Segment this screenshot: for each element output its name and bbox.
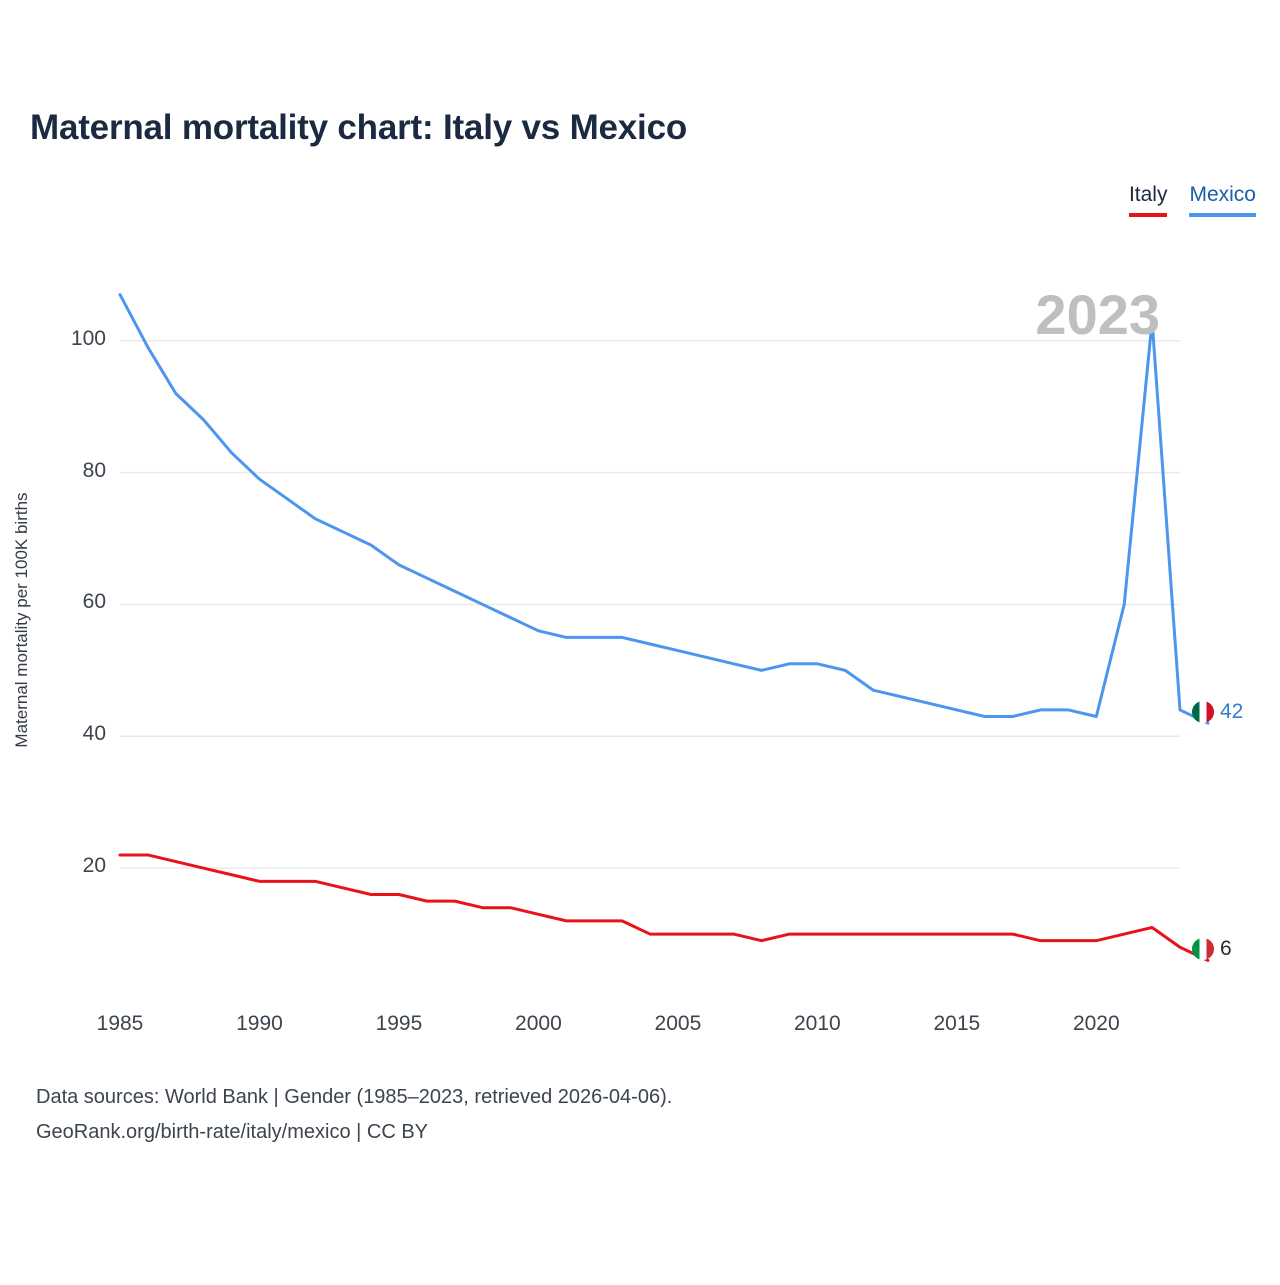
x-tick-label: 1985	[96, 1012, 144, 1035]
legend-item-mexico[interactable]: Mexico	[1189, 183, 1256, 217]
legend-item-italy[interactable]: Italy	[1129, 183, 1168, 217]
italy-flag-icon	[1192, 938, 1214, 960]
footer-line-2: GeoRank.org/birth-rate/italy/mexico | CC BY	[36, 1121, 429, 1143]
y-tick-label: 100	[70, 326, 106, 350]
x-tick-label: 2020	[1072, 1012, 1120, 1035]
end-label-italy-value: 6	[1220, 937, 1232, 960]
x-tick-label: 2000	[515, 1012, 562, 1035]
end-label-mexico-value: 42	[1220, 700, 1244, 723]
mexico-flag-icon	[1192, 701, 1214, 723]
y-tick-label: 80	[82, 458, 106, 482]
end-label-italy	[1192, 937, 1232, 961]
x-tick-label: 2010	[794, 1012, 841, 1035]
y-axis-title: Maternal mortality per 100K births	[12, 492, 31, 748]
page-title: Maternal mortality chart: Italy vs Mexico	[30, 108, 688, 147]
x-tick-label: 2005	[654, 1012, 702, 1035]
footer-line-1: Data sources: World Bank | Gender (1985–2023, retrieved 2026-04-06).	[36, 1086, 673, 1108]
y-tick-label: 60	[82, 590, 106, 614]
y-tick-label: 40	[82, 722, 106, 746]
footer	[36, 1080, 672, 1150]
x-tick-label: 1990	[236, 1012, 283, 1035]
y-tick-label: 20	[82, 854, 106, 878]
x-tick-label: 1995	[375, 1012, 423, 1035]
series-line-mexico	[120, 295, 1208, 724]
x-tick-label: 2015	[933, 1012, 981, 1035]
end-label-mexico	[1192, 700, 1243, 724]
series-line-italy	[120, 855, 1208, 960]
year-badge: 2023	[1035, 283, 1160, 346]
